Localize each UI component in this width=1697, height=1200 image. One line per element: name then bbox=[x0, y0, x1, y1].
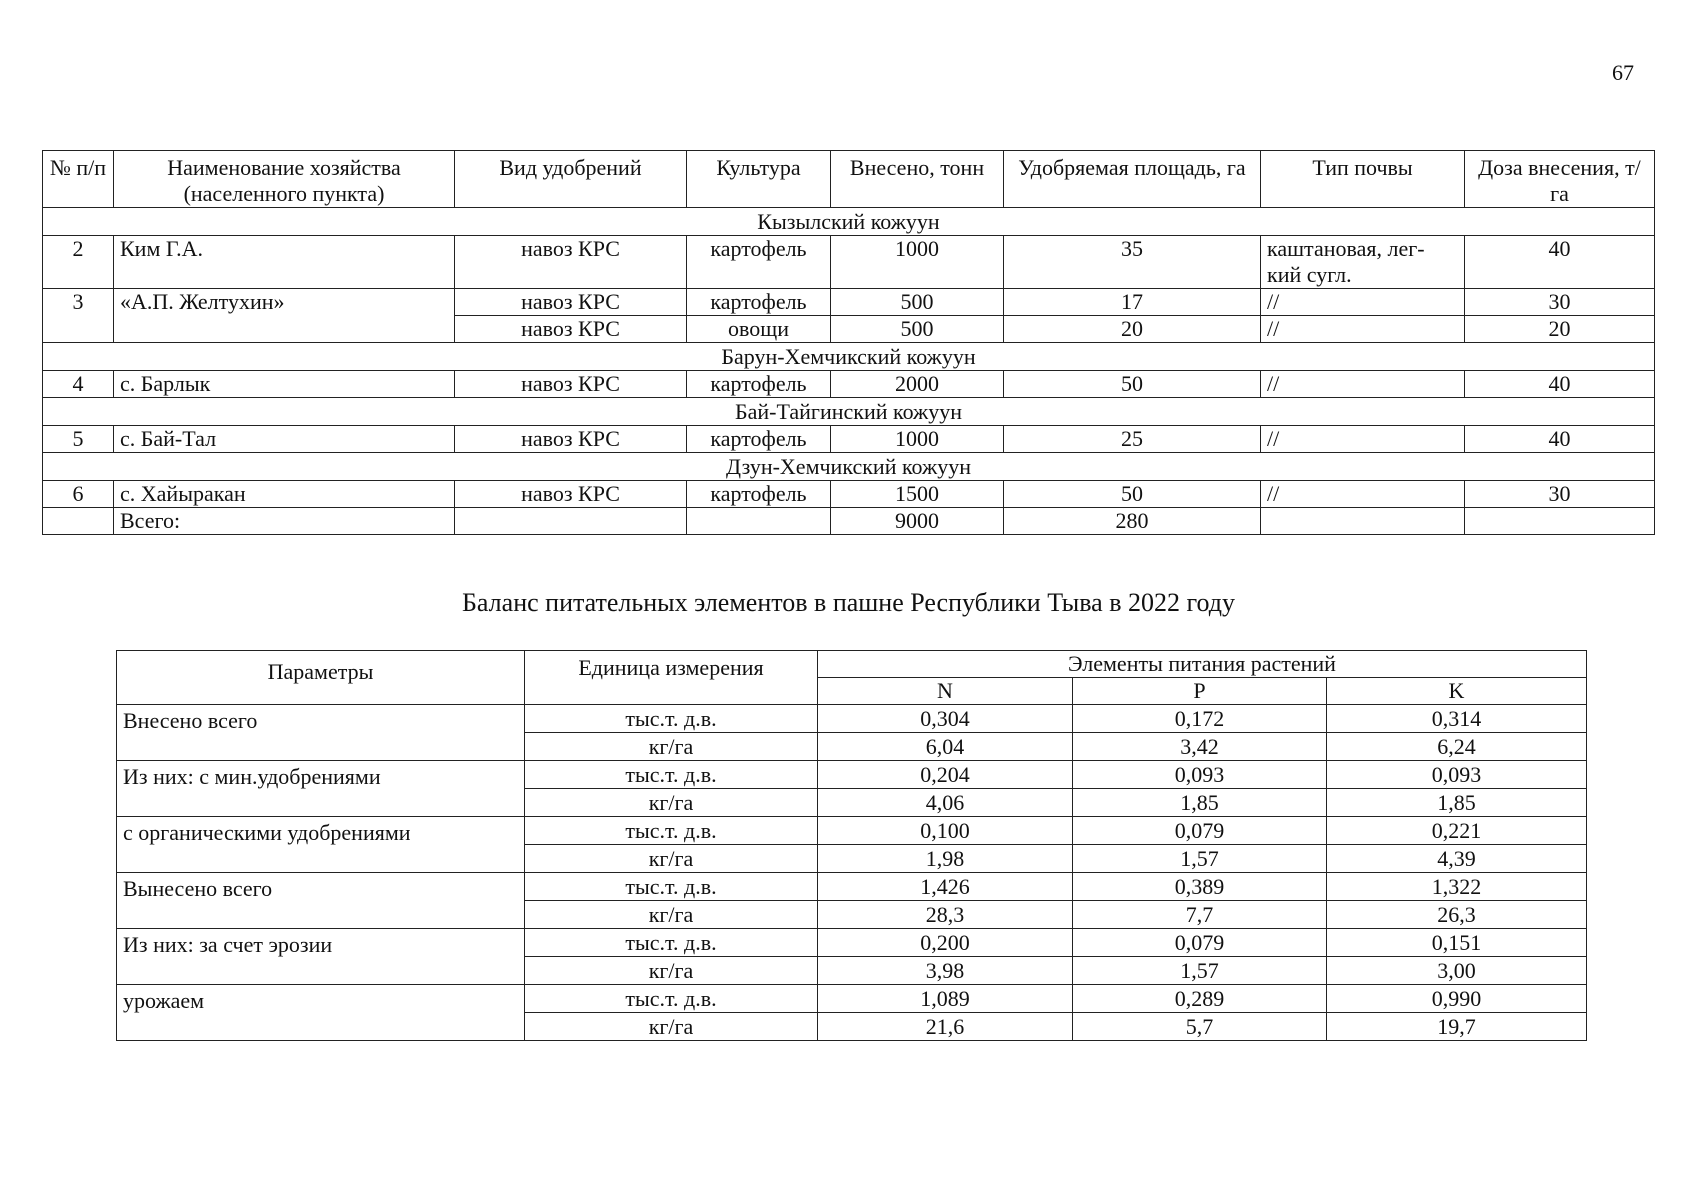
cell-area: 50 bbox=[1004, 371, 1261, 398]
cell-param: урожаем bbox=[117, 985, 525, 1041]
cell-unit: кг/га bbox=[525, 733, 818, 761]
total-applied: 9000 bbox=[831, 508, 1004, 535]
cell-unit: кг/га bbox=[525, 1013, 818, 1041]
cell-p: 1,85 bbox=[1073, 789, 1327, 817]
table-row bbox=[117, 929, 1587, 957]
header-area: Удобряемая площадь, га bbox=[1004, 151, 1261, 208]
cell-unit: кг/га bbox=[525, 957, 818, 985]
header-soil: Тип почвы bbox=[1261, 151, 1465, 208]
cell-n: 1,426 bbox=[818, 873, 1073, 901]
cell-dose: 30 bbox=[1465, 481, 1655, 508]
cell-fertilizer: навоз КРС bbox=[455, 481, 687, 508]
cell-dose bbox=[1465, 508, 1655, 535]
cell-crop: картофель bbox=[687, 371, 831, 398]
cell-area: 17 bbox=[1004, 289, 1261, 316]
total-area: 280 bbox=[1004, 508, 1261, 535]
cell-dose: 40 bbox=[1465, 371, 1655, 398]
cell-k: 4,39 bbox=[1327, 845, 1587, 873]
cell-soil bbox=[1261, 508, 1465, 535]
cell-unit: кг/га bbox=[525, 845, 818, 873]
cell-area: 50 bbox=[1004, 481, 1261, 508]
cell-soil: // bbox=[1261, 371, 1465, 398]
cell-param: с органическими удобрениями bbox=[117, 817, 525, 873]
cell-soil: // bbox=[1261, 426, 1465, 453]
cell-applied: 500 bbox=[831, 289, 1004, 316]
cell-num: 4 bbox=[43, 371, 114, 398]
cell-dose: 40 bbox=[1465, 426, 1655, 453]
cell-area: 25 bbox=[1004, 426, 1261, 453]
cell-crop: картофель bbox=[687, 289, 831, 316]
cell-name: с. Хайыракан bbox=[114, 481, 455, 508]
table-row bbox=[117, 817, 1587, 845]
cell-p: 3,42 bbox=[1073, 733, 1327, 761]
nutrient-balance-table bbox=[116, 650, 1587, 1041]
header-k: K bbox=[1327, 678, 1587, 705]
table-header-row bbox=[117, 651, 1587, 678]
region-label: Бай-Тайгинский кожуун bbox=[43, 398, 1655, 426]
cell-name: с. Бай-Тал bbox=[114, 426, 455, 453]
cell-applied: 1500 bbox=[831, 481, 1004, 508]
cell-k: 0,151 bbox=[1327, 929, 1587, 957]
header-p: P bbox=[1073, 678, 1327, 705]
cell-name: Ким Г.А. bbox=[114, 236, 455, 289]
cell-num bbox=[43, 508, 114, 535]
cell-num: 2 bbox=[43, 236, 114, 289]
cell-dose: 30 bbox=[1465, 289, 1655, 316]
table-row bbox=[43, 289, 1655, 316]
cell-crop: картофель bbox=[687, 236, 831, 289]
region-row bbox=[43, 453, 1655, 481]
cell-p: 7,7 bbox=[1073, 901, 1327, 929]
cell-k: 0,990 bbox=[1327, 985, 1587, 1013]
cell-p: 1,57 bbox=[1073, 845, 1327, 873]
total-row bbox=[43, 508, 1655, 535]
cell-crop: картофель bbox=[687, 426, 831, 453]
cell-n: 0,200 bbox=[818, 929, 1073, 957]
cell-n: 21,6 bbox=[818, 1013, 1073, 1041]
cell-n: 0,304 bbox=[818, 705, 1073, 733]
cell-num: 3 bbox=[43, 289, 114, 343]
cell-param: Из них: за счет эрозии bbox=[117, 929, 525, 985]
cell-k: 1,322 bbox=[1327, 873, 1587, 901]
cell-n: 6,04 bbox=[818, 733, 1073, 761]
cell-unit: тыс.т. д.в. bbox=[525, 929, 818, 957]
cell-p: 0,079 bbox=[1073, 929, 1327, 957]
cell-n: 0,100 bbox=[818, 817, 1073, 845]
header-unit: Единица измерения bbox=[525, 651, 818, 705]
header-params: Параметры bbox=[117, 651, 525, 705]
cell-k: 0,093 bbox=[1327, 761, 1587, 789]
cell-p: 5,7 bbox=[1073, 1013, 1327, 1041]
cell-num: 6 bbox=[43, 481, 114, 508]
cell-dose: 20 bbox=[1465, 316, 1655, 343]
header-crop: Культура bbox=[687, 151, 831, 208]
cell-area: 20 bbox=[1004, 316, 1261, 343]
table-row bbox=[117, 985, 1587, 1013]
fertilizer-table bbox=[42, 150, 1655, 535]
table-header-row bbox=[43, 151, 1655, 208]
header-elements: Элементы питания растений bbox=[818, 651, 1587, 678]
table-row bbox=[43, 481, 1655, 508]
table-row bbox=[43, 371, 1655, 398]
cell-fertilizer: навоз КРС bbox=[455, 316, 687, 343]
cell-soil: каштановая, лег-кий сугл. bbox=[1261, 236, 1465, 289]
cell-n: 28,3 bbox=[818, 901, 1073, 929]
cell-crop bbox=[687, 508, 831, 535]
cell-param: Внесено всего bbox=[117, 705, 525, 761]
cell-crop: овощи bbox=[687, 316, 831, 343]
cell-applied: 500 bbox=[831, 316, 1004, 343]
cell-n: 1,089 bbox=[818, 985, 1073, 1013]
cell-unit: тыс.т. д.в. bbox=[525, 761, 818, 789]
cell-param: Из них: с мин.удобрениями bbox=[117, 761, 525, 817]
header-fertilizer: Вид удобрений bbox=[455, 151, 687, 208]
cell-soil: // bbox=[1261, 481, 1465, 508]
region-label: Дзун-Хемчикский кожуун bbox=[43, 453, 1655, 481]
cell-dose: 40 bbox=[1465, 236, 1655, 289]
cell-unit: тыс.т. д.в. bbox=[525, 705, 818, 733]
cell-crop: картофель bbox=[687, 481, 831, 508]
cell-unit: тыс.т. д.в. bbox=[525, 873, 818, 901]
header-n: N bbox=[818, 678, 1073, 705]
cell-k: 1,85 bbox=[1327, 789, 1587, 817]
cell-p: 0,389 bbox=[1073, 873, 1327, 901]
cell-num: 5 bbox=[43, 426, 114, 453]
table-row bbox=[117, 761, 1587, 789]
cell-n: 1,98 bbox=[818, 845, 1073, 873]
cell-k: 3,00 bbox=[1327, 957, 1587, 985]
cell-fertilizer: навоз КРС bbox=[455, 426, 687, 453]
cell-k: 0,314 bbox=[1327, 705, 1587, 733]
header-num: № п/п bbox=[43, 151, 114, 208]
cell-fertilizer: навоз КРС bbox=[455, 289, 687, 316]
cell-applied: 1000 bbox=[831, 426, 1004, 453]
cell-unit: тыс.т. д.в. bbox=[525, 817, 818, 845]
cell-name: «А.П. Желтухин» bbox=[114, 289, 455, 343]
cell-unit: тыс.т. д.в. bbox=[525, 985, 818, 1013]
page-number: 67 bbox=[1612, 60, 1634, 85]
cell-p: 0,093 bbox=[1073, 761, 1327, 789]
total-label: Всего: bbox=[114, 508, 455, 535]
cell-k: 19,7 bbox=[1327, 1013, 1587, 1041]
cell-unit: кг/га bbox=[525, 789, 818, 817]
section-title: Баланс питательных элементов в пашне Республики Тыва в 2022 году bbox=[461, 588, 1235, 617]
cell-k: 6,24 bbox=[1327, 733, 1587, 761]
cell-n: 0,204 bbox=[818, 761, 1073, 789]
cell-applied: 1000 bbox=[831, 236, 1004, 289]
cell-p: 0,172 bbox=[1073, 705, 1327, 733]
cell-n: 4,06 bbox=[818, 789, 1073, 817]
table-row bbox=[117, 873, 1587, 901]
cell-param: Вынесено всего bbox=[117, 873, 525, 929]
cell-fertilizer: навоз КРС bbox=[455, 371, 687, 398]
table-row bbox=[117, 705, 1587, 733]
cell-soil: // bbox=[1261, 289, 1465, 316]
cell-p: 0,289 bbox=[1073, 985, 1327, 1013]
region-label: Барун-Хемчикский кожуун bbox=[43, 343, 1655, 371]
table-row bbox=[43, 236, 1655, 289]
region-row bbox=[43, 343, 1655, 371]
region-label: Кызылский кожуун bbox=[43, 208, 1655, 236]
cell-k: 26,3 bbox=[1327, 901, 1587, 929]
region-row bbox=[43, 208, 1655, 236]
region-row bbox=[43, 398, 1655, 426]
cell-fertilizer bbox=[455, 508, 687, 535]
header-dose: Доза внесения, т/га bbox=[1465, 151, 1655, 208]
cell-soil: // bbox=[1261, 316, 1465, 343]
cell-n: 3,98 bbox=[818, 957, 1073, 985]
cell-k: 0,221 bbox=[1327, 817, 1587, 845]
cell-p: 1,57 bbox=[1073, 957, 1327, 985]
cell-applied: 2000 bbox=[831, 371, 1004, 398]
header-name: Наименование хозяйства (населенного пункта) bbox=[114, 151, 455, 208]
cell-unit: кг/га bbox=[525, 901, 818, 929]
table-row bbox=[43, 426, 1655, 453]
header-applied: Внесено, тонн bbox=[831, 151, 1004, 208]
cell-area: 35 bbox=[1004, 236, 1261, 289]
cell-p: 0,079 bbox=[1073, 817, 1327, 845]
cell-fertilizer: навоз КРС bbox=[455, 236, 687, 289]
cell-name: с. Барлык bbox=[114, 371, 455, 398]
